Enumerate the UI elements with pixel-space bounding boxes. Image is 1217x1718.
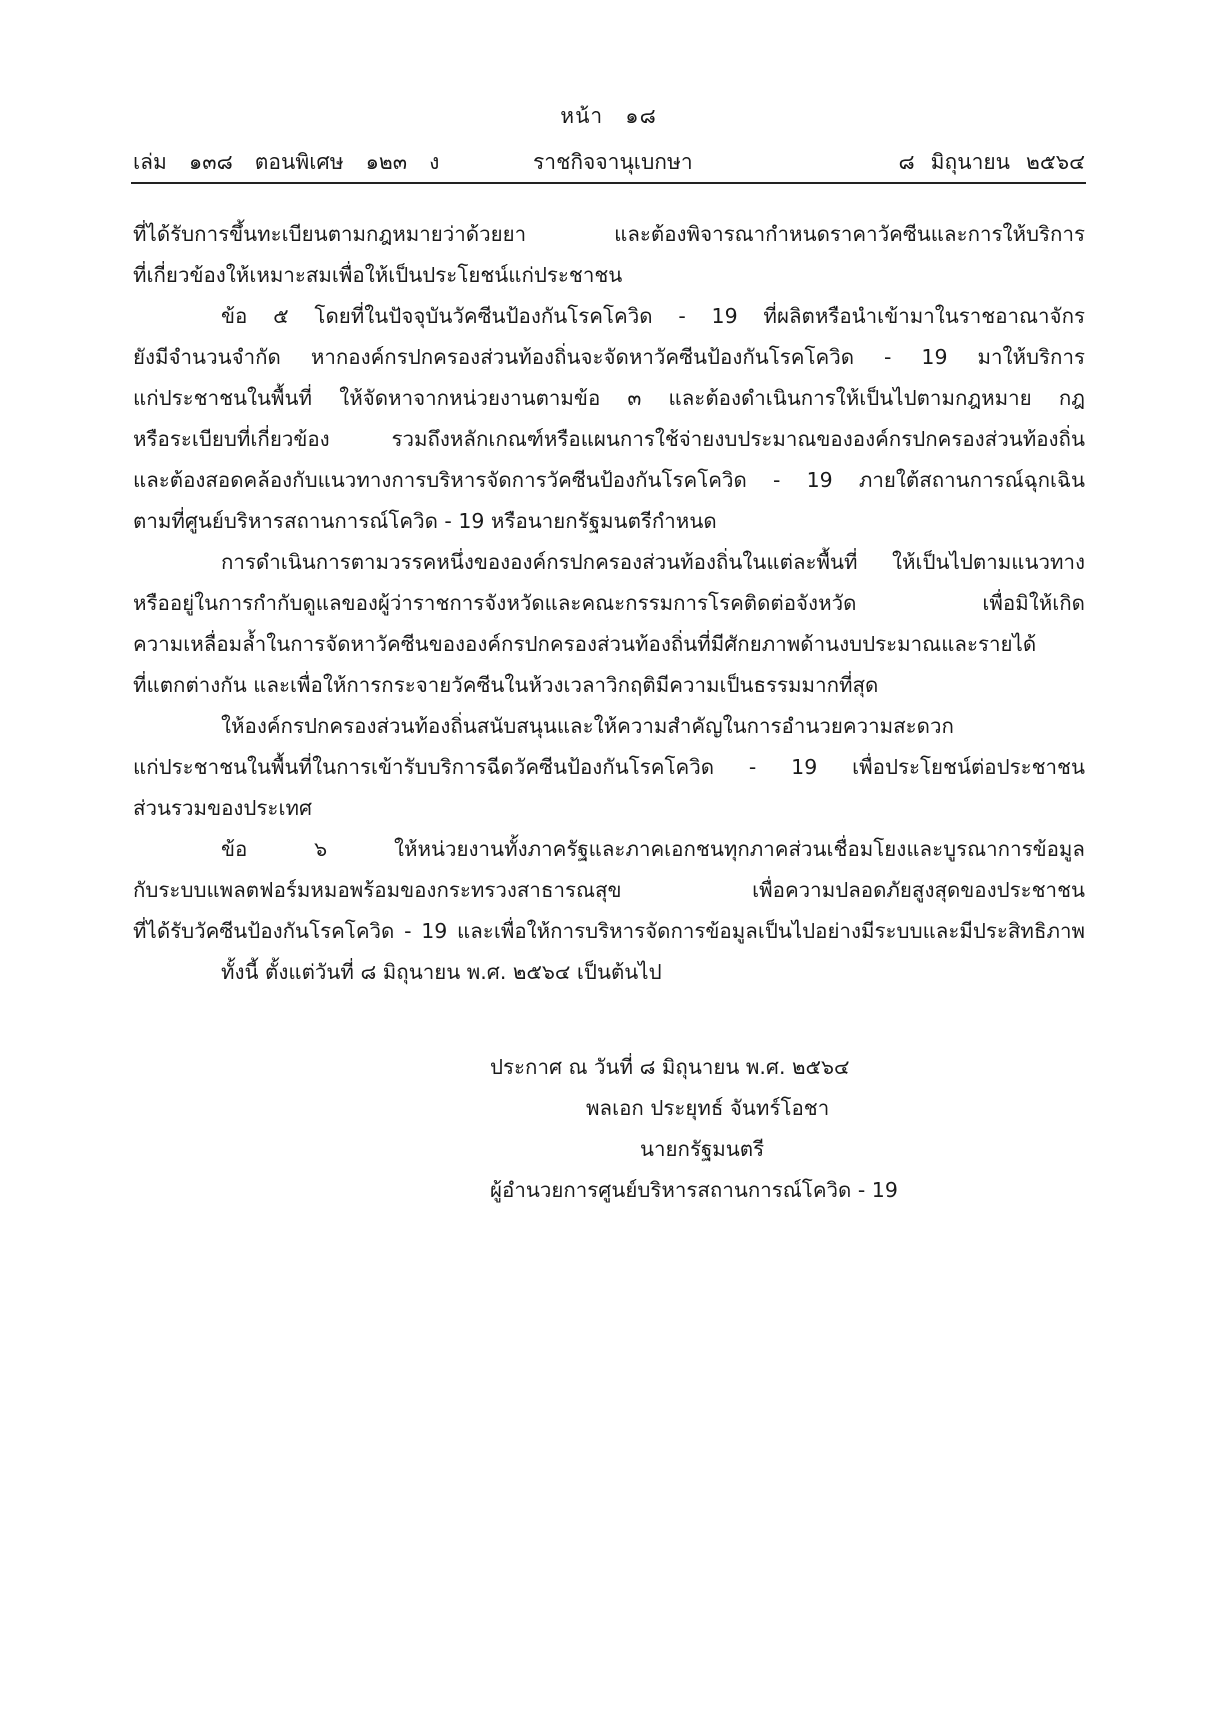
body-line: ความเหลื่อมล้ำในการจัดหาวัคซีนขององค์กรปกครองส่วนท้องถิ่นที่มีศักยภาพด้านงบประมาณและรายได้ <box>133 632 1037 656</box>
date-month: มิถุนายน <box>930 150 1011 174</box>
publication-name: ราชกิจจานุเบกษา <box>533 150 693 174</box>
body-line-paragraph: ให้องค์กรปกครองส่วนท้องถิ่นสนับสนุนและให้ความสำคัญในการอำนวยความสะดวก <box>221 714 954 738</box>
signatory-role: ผู้อำนวยการศูนย์บริหารสถานการณ์โควิด - 19 <box>490 1178 898 1202</box>
page-label: หน้า <box>560 104 604 128</box>
announcement-date: ประกาศ ณ วันที่ ๘ มิถุนายน พ.ศ. ๒๕๖๔ <box>490 1055 850 1079</box>
body-line: กับระบบแพลตฟอร์มหมอพร้อมของกระทรวงสาธารณสุข เพื่อความปลอดภัยสูงสุดของประชาชน <box>133 878 1085 902</box>
body-line: แก่ประชาชนในพื้นที่ในการเข้ารับบริการฉีดวัคซีนป้องกันโรคโควิด - 19 เพื่อประโยชน์ต่อประชาชน <box>133 755 1085 779</box>
signatory-title: นายกรัฐมนตรี <box>640 1137 765 1161</box>
volume-number: ๑๓๘ <box>188 150 233 174</box>
body-line: ส่วนรวมของประเทศ <box>133 796 312 820</box>
date-day: ๘ <box>898 150 915 174</box>
body-line: ยังมีจำนวนจำกัด หากองค์กรปกครองส่วนท้องถิ่นจะจัดหาวัคซีนป้องกันโรคโควิด - 19 มาให้บริการ <box>133 345 1085 369</box>
gazette-header <box>133 146 1085 176</box>
body-line: ตามที่ศูนย์บริหารสถานการณ์โควิด - 19 หรือนายกรัฐมนตรีกำหนด <box>133 509 717 533</box>
page-number: ๑๘ <box>625 104 657 128</box>
section-letter: ง <box>429 150 440 174</box>
body-line-clause-6: ข้อ ๖ ให้หน่วยงานทั้งภาครัฐและภาคเอกชนทุกภาคส่วนเชื่อมโยงและบูรณาการข้อมูล <box>221 837 1085 861</box>
body-line: ที่แตกต่างกัน และเพื่อให้การกระจายวัคซีนในห้วงเวลาวิกฤติมีความเป็นธรรมมากที่สุด <box>133 673 879 697</box>
section-number: ๑๒๓ <box>365 150 408 174</box>
header-date <box>882 146 1085 179</box>
signature-block <box>490 1047 1010 1211</box>
body-line: ที่ได้รับวัคซีนป้องกันโรคโควิด - 19 และเพื่อให้การบริหารจัดการข้อมูลเป็นไปอย่างมีระบบและมีประสิทธิภาพ <box>133 919 1085 943</box>
signatory-name: พลเอก ประยุทธ์ จันทร์โอชา <box>586 1096 830 1120</box>
page-number-line <box>0 100 1217 133</box>
section-label: ตอนพิเศษ <box>254 150 344 174</box>
body-line: และต้องสอดคล้องกับแนวทางการบริหารจัดการวัคซีนป้องกันโรคโควิด - 19 ภายใต้สถานการณ์ฉุกเฉิน <box>133 468 1085 492</box>
body-line: หรืออยู่ในการกำกับดูแลของผู้ว่าราชการจังหวัดและคณะกรรมการโรคติดต่อจังหวัด เพื่อมิให้เกิด <box>133 591 1085 615</box>
body-line-clause-5: ข้อ ๕ โดยที่ในปัจจุบันวัคซีนป้องกันโรคโควิด - 19 ที่ผลิตหรือนำเข้ามาในราชอาณาจักร <box>221 304 1085 328</box>
volume-label: เล่ม <box>133 150 167 174</box>
body-line: หรือระเบียบที่เกี่ยวข้อง รวมถึงหลักเกณฑ์หรือแผนการใช้จ่ายงบประมาณขององค์กรปกครองส่วนท้องถิ่น <box>133 427 1085 451</box>
body-line-paragraph: การดำเนินการตามวรรคหนึ่งขององค์กรปกครองส่วนท้องถิ่นในแต่ละพื้นที่ ให้เป็นไปตามแนวทาง <box>221 550 1085 574</box>
date-year: ๒๕๖๔ <box>1026 150 1085 174</box>
body-line: ที่เกี่ยวข้องให้เหมาะสมเพื่อให้เป็นประโยชน์แก่ประชาชน <box>133 263 623 287</box>
document-body <box>133 214 1085 993</box>
body-line: แก่ประชาชนในพื้นที่ ให้จัดหาจากหน่วยงานตามข้อ ๓ และต้องดำเนินการให้เป็นไปตามกฎหมาย กฎ <box>133 386 1085 410</box>
body-line: ที่ได้รับการขึ้นทะเบียนตามกฎหมายว่าด้วยยา และต้องพิจารณากำหนดราคาวัคซีนและการให้บริการ <box>133 222 1085 246</box>
header-volume-section <box>133 146 461 179</box>
body-line-effective-date: ทั้งนี้ ตั้งแต่วันที่ ๘ มิถุนายน พ.ศ. ๒๕๖๔ เป็นต้นไป <box>221 960 662 984</box>
header-divider <box>131 182 1086 184</box>
